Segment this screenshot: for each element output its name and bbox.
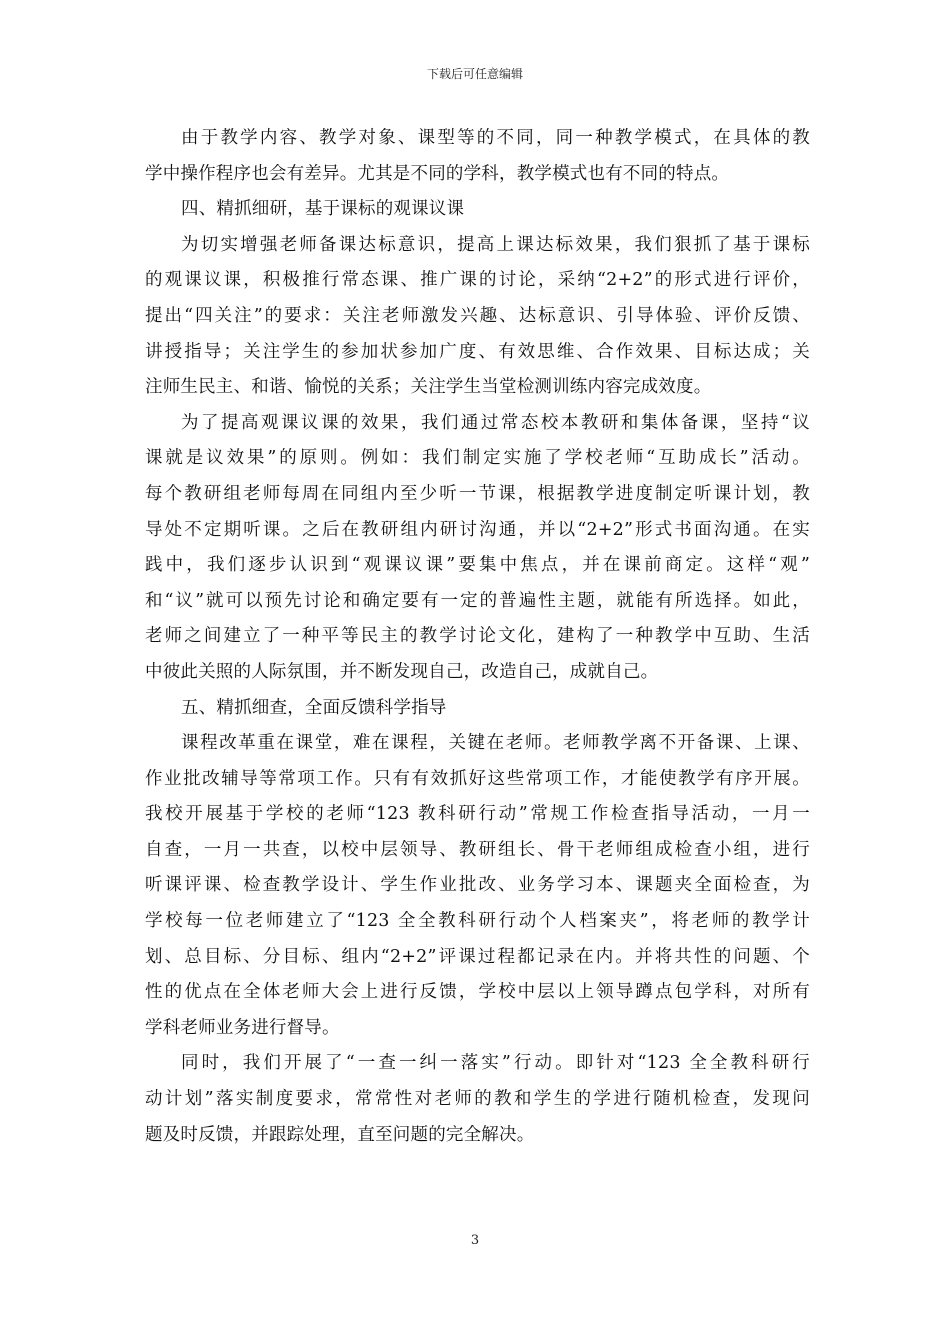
paragraph-observation-lessons bbox=[145, 228, 810, 406]
text-line: 作业批改辅导等常项工作。只有有效抓好这些常项工作，才能使教学有序开展。 bbox=[145, 768, 810, 789]
text-line: 和“议”就可以预先讨论和确定要有一定的普遍性主题，就能有所选择。如此， bbox=[145, 590, 810, 611]
paragraph-teaching-mode bbox=[145, 121, 810, 192]
text-line: 动计划”落实制度要求，常常性对老师的教和学生的学进行随机检查，发现问 bbox=[145, 1089, 810, 1110]
paragraph-mutual-growth bbox=[145, 406, 810, 691]
text-line: 为了提高观课议课的效果，我们通过常态校本教研和集体备课，坚持“议 bbox=[181, 412, 810, 433]
paragraph-routine-inspection bbox=[145, 726, 810, 1046]
text-line: 我校开展基于学校的老师“123 教科研行动”常规工作检查指导活动，一月一 bbox=[145, 804, 810, 825]
text-line: 践中，我们逐步认识到“观课议课”要集中焦点，并在课前商定。这样“观” bbox=[145, 555, 810, 576]
text-line: 同时，我们开展了“一查一纠一落实”行动。即针对“123 全全教科研行 bbox=[181, 1053, 810, 1074]
text-line: 的观课议课，积极推行常态课、推广课的讨论，采纳“2+2”的形式进行评价， bbox=[145, 270, 810, 291]
text-line: 老师之间建立了一种平等民主的教学讨论文化，建构了一种教学中互助、生活 bbox=[145, 626, 810, 647]
text-line: 讲授指导；关注学生的参加状参加广度、有效思维、合作效果、目标达成；关 bbox=[145, 341, 810, 362]
text-line: 自查，一月一共查，以校中层领导、教研组长、骨干老师组成检查小组，进行 bbox=[145, 839, 810, 860]
text-line: 五、精抓细查，全面反馈科学指导 bbox=[181, 697, 447, 718]
heading-section-5 bbox=[145, 691, 810, 727]
text-line: 中彼此关照的人际氛围，并不断发现自己，改造自己，成就自己。 bbox=[145, 661, 659, 682]
text-line: 每个教研组老师每周在同组内至少听一节课，根据教学进度制定听课计划，教 bbox=[145, 483, 810, 504]
text-line: 由于教学内容、教学对象、课型等的不同，同一种教学模式，在具体的教 bbox=[181, 128, 810, 148]
text-line: 四、精抓细研，基于课标的观课议课 bbox=[181, 199, 465, 220]
text-line: 学中操作程序也会有差异。尤其是不同的学科，教学模式也有不同的特点。 bbox=[145, 163, 730, 184]
page-number: 3 bbox=[470, 1233, 480, 1248]
text-line: 提出“四关注”的要求：关注老师激发兴趣、达标意识、引导体验、评价反馈、 bbox=[145, 305, 810, 326]
page-header: 下载后可任意编辑 bbox=[426, 67, 523, 81]
text-line: 划、总目标、分目标、组内“2+2”评课过程都记录在内。并将共性的问题、个 bbox=[145, 946, 810, 967]
text-line: 题及时反馈，并跟踪处理，直至问题的完全解决。 bbox=[145, 1124, 535, 1145]
text-line: 学科老师业务进行督导。 bbox=[145, 1017, 340, 1038]
text-line: 性的优点在全体老师大会上进行反馈，学校中层以上领导蹲点包学科，对所有 bbox=[145, 982, 810, 1003]
text-line: 注师生民主、和谐、愉悦的关系；关注学生当堂检测训练内容完成效度。 bbox=[145, 377, 712, 398]
paragraph-check-correct-implement bbox=[145, 1046, 810, 1153]
text-line: 课就是议效果”的原则。例如：我们制定实施了学校老师“互助成长”活动。 bbox=[145, 448, 810, 469]
text-line: 导处不定期听课。之后在教研组内研讨沟通，并以“2+2”形式书面沟通。在实 bbox=[145, 519, 810, 540]
text-line: 为切实增强老师备课达标意识，提高上课达标效果，我们狠抓了基于课标 bbox=[181, 234, 810, 255]
text-line: 学校每一位老师建立了“123 全全教科研行动个人档案夹”，将老师的教学计 bbox=[145, 911, 810, 932]
text-line: 课程改革重在课堂，难在课程，关键在老师。老师教学离不开备课、上课、 bbox=[181, 733, 810, 754]
heading-section-4 bbox=[145, 192, 810, 228]
document-body bbox=[145, 121, 810, 1153]
text-line: 听课评课、检查教学设计、学生作业批改、业务学习本、课题夹全面检查，为 bbox=[145, 875, 810, 896]
